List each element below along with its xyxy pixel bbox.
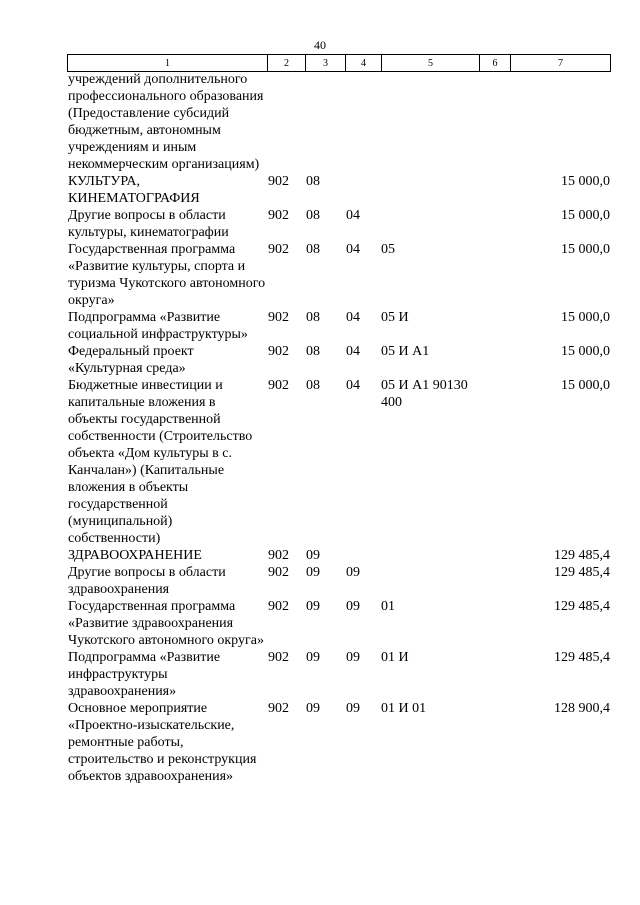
expense-type-code (479, 71, 510, 173)
item-name: Другие вопросы в области культуры, кинематографии (68, 208, 229, 240)
column-number-1: 1 (68, 55, 268, 72)
column-number-3: 3 (306, 55, 346, 72)
subsection-code: 04 (346, 208, 360, 223)
section-code (305, 71, 345, 173)
admin-code: 902 (268, 565, 289, 580)
admin-code: 902 (268, 378, 289, 393)
section-code: 08 (306, 310, 320, 325)
amount: 128 900,4 (554, 701, 610, 716)
column-number-4: 4 (346, 55, 382, 72)
table-row (67, 649, 610, 700)
section-code: 08 (306, 242, 320, 257)
subsection-code: 09 (346, 650, 360, 665)
item-name: Государственная программа «Развитие культуры, спорта и туризма Чукотского автономного округа» (68, 242, 266, 308)
admin-code: 902 (268, 599, 289, 614)
section-code: 09 (306, 565, 320, 580)
amount: 129 485,4 (554, 650, 610, 665)
subsection-code: 04 (346, 344, 360, 359)
section-code: 09 (306, 599, 320, 614)
admin-code: 902 (268, 242, 289, 257)
amount: 15 000,0 (561, 208, 610, 223)
expense-type-code (479, 377, 510, 547)
column-header-row (68, 55, 611, 72)
column-number-7: 7 (511, 55, 611, 72)
subsection-code (345, 173, 381, 207)
item-name: Другие вопросы в области здравоохранения (68, 565, 226, 597)
amount: 129 485,4 (554, 565, 610, 580)
table-row (67, 547, 610, 564)
subsection-code: 09 (346, 599, 360, 614)
section-code: 09 (306, 548, 320, 563)
subsection-code: 09 (346, 565, 360, 580)
expense-type-code (479, 309, 510, 343)
amount: 129 485,4 (554, 548, 610, 563)
admin-code (267, 71, 305, 173)
expense-type-code (479, 564, 510, 598)
table-row (67, 343, 610, 377)
item-name: Федеральный проект «Культурная среда» (68, 344, 194, 376)
subsection-code: 09 (346, 701, 360, 716)
amount: 15 000,0 (561, 344, 610, 359)
item-name: учреждений дополнительного профессионального образования (Предоставление субсидий бюджетным, автономным учреждениям и иным некоммерческим организациям) (68, 72, 264, 172)
section-code: 08 (306, 208, 320, 223)
amount: 15 000,0 (561, 378, 610, 393)
item-name: ЗДРАВООХРАНЕНИЕ (68, 548, 202, 563)
subsection-code: 04 (346, 242, 360, 257)
table-row (67, 207, 610, 241)
table-row (67, 377, 610, 547)
target-item-code (381, 564, 479, 598)
target-item-code: 05 И А1 (381, 344, 430, 359)
admin-code: 902 (268, 650, 289, 665)
item-name: Подпрограмма «Развитие инфраструктуры здравоохранения» (68, 650, 221, 699)
subsection-code (345, 71, 381, 173)
admin-code: 902 (268, 548, 289, 563)
amount: 15 000,0 (561, 242, 610, 257)
amount: 15 000,0 (561, 310, 610, 325)
expense-type-code (479, 700, 510, 785)
section-code: 08 (306, 174, 320, 189)
admin-code: 902 (268, 174, 289, 189)
item-name: Основное мероприятие «Проектно-изыскательские, ремонтные работы, строительство и реконструкция объектов здравоохранения» (68, 701, 257, 784)
admin-code: 902 (268, 208, 289, 223)
section-code: 09 (306, 701, 320, 716)
section-code: 08 (306, 344, 320, 359)
item-name: Государственная программа «Развитие здравоохранения Чукотского автономного округа» (68, 599, 264, 648)
subsection-code: 04 (346, 378, 360, 393)
column-number-5: 5 (382, 55, 480, 72)
budget-table (67, 71, 610, 785)
amount: 129 485,4 (554, 599, 610, 614)
table-row (67, 700, 610, 785)
budget-table-body (67, 71, 610, 785)
admin-code: 902 (268, 344, 289, 359)
amount: 15 000,0 (561, 174, 610, 189)
expense-type-code (479, 241, 510, 309)
target-item-code: 05 И А1 90130 400 (381, 378, 468, 410)
table-row (67, 564, 610, 598)
target-item-code: 01 И (381, 650, 409, 665)
table-row (67, 309, 610, 343)
target-item-code: 05 (381, 242, 395, 257)
target-item-code: 05 И (381, 310, 409, 325)
table-row (67, 598, 610, 649)
admin-code: 902 (268, 310, 289, 325)
amount (510, 71, 610, 173)
item-name: Подпрограмма «Развитие социальной инфраструктуры» (68, 310, 248, 342)
expense-type-code (479, 173, 510, 207)
table-row (67, 241, 610, 309)
column-header-table (67, 54, 611, 72)
section-code: 09 (306, 650, 320, 665)
target-item-code (381, 71, 479, 173)
target-item-code (381, 207, 479, 241)
expense-type-code (479, 649, 510, 700)
admin-code: 902 (268, 701, 289, 716)
subsection-code: 04 (346, 310, 360, 325)
expense-type-code (479, 207, 510, 241)
table-row (67, 71, 610, 173)
section-code: 08 (306, 378, 320, 393)
target-item-code (381, 547, 479, 564)
subsection-code (345, 547, 381, 564)
target-item-code: 01 (381, 599, 395, 614)
table-row (67, 173, 610, 207)
item-name: КУЛЬТУРА, КИНЕМАТОГРАФИЯ (68, 174, 200, 206)
expense-type-code (479, 547, 510, 564)
column-number-6: 6 (480, 55, 511, 72)
page-number: 40 (314, 38, 326, 52)
expense-type-code (479, 343, 510, 377)
expense-type-code (479, 598, 510, 649)
item-name: Бюджетные инвестиции и капитальные вложения в объекты государственной собственности (Строительство объекта «Дом культуры в с. Канчалан») (Капитальные вложения в объекты государственной (муниципальной) собственности) (68, 378, 253, 546)
column-number-2: 2 (268, 55, 306, 72)
target-item-code (381, 173, 479, 207)
target-item-code: 01 И 01 (381, 701, 427, 716)
